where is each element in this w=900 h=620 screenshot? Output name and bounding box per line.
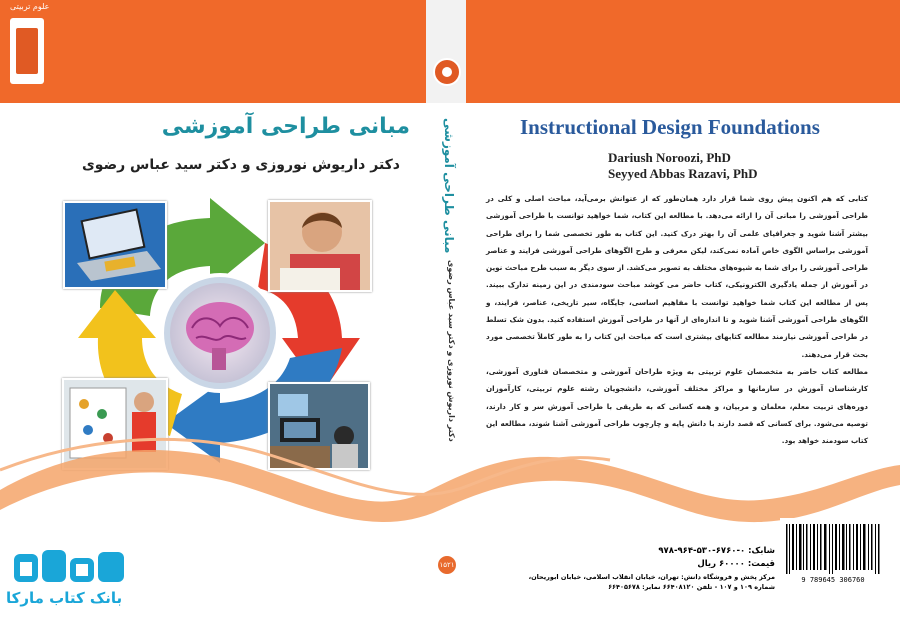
distributor-address-2: شماره ۱۰۹ و ۱۰۷ - تلفن ۶۶۴۰۸۱۲۰ نمابر: ۶۶۴۰۵۶۷۸: [608, 583, 775, 591]
isbn: شابک: ۰-۶۷۶۰-۵۳۰-۹۶۴-۹۷۸: [658, 546, 775, 556]
orange-wave-decoration: [0, 430, 900, 540]
watermark-text: بانک کتاب مارکا: [6, 589, 123, 607]
english-author-1: Dariush Noroozi, PhD: [608, 150, 731, 165]
persian-title: مبانی طراحی آموزشی: [161, 114, 410, 139]
child-writing-photo: [268, 200, 372, 292]
barcode-number: 9 789645 306760: [801, 576, 865, 584]
laptop-photo: [63, 201, 167, 289]
series-number-badge: ۱۵۲۱: [438, 556, 456, 574]
back-cover-description: [486, 190, 868, 449]
spine-top-band: [426, 0, 466, 103]
publisher-seal-icon: [433, 58, 461, 86]
english-author-2: Seyyed Abbas Razavi, PhD: [608, 166, 758, 181]
publisher-badge: علوم تربیتی: [10, 2, 50, 11]
persian-authors: دکتر داریوش نوروزی و دکتر سید عباس رضوی: [81, 157, 400, 173]
barcode: [780, 518, 886, 590]
marka-logo-icon: [14, 548, 126, 584]
description-paragraph-2: مطالعه کتاب حاضر به متخصصان علوم تربیتی به ویژه طراحان آموزشی و متخصصان فناوری آموزشی، کارشناسان آموزش در سازمانها و مراکز مختلف آموزشی، دانشجویان رشته علوم تربیتی، کارآموزان دوره‌های تربیت معلم، معلمان و مربیان، و همه کسانی که به طریقی با طراحی آموزش سر و کار دارند، توصیه می‌شود. برای کسانی که قصد دارند با دانش پایه و چارچوب طراحی آموزشی آشنا شوند، مطالعه این کتاب سودمند خواهد بود.: [486, 366, 868, 446]
brain-icon: [186, 302, 254, 354]
barcode-icon: [784, 524, 882, 574]
distributor-address-1: مرکز پخش و فروشگاه دانش: تهران، خیابان انقلاب اسلامی، خیابان ابوریحان،: [528, 573, 775, 581]
spine-title: مبانی طراحی آموزشی: [442, 118, 456, 254]
description-paragraph-1: کتابی که هم اکنون پیش روی شما قرار دارد همان‌طور که از عنوانش برمی‌آید، مباحث اصلی و کلی در طراحی آموزشی را مبانی آن را ارائه می‌دهد. با مطالعه این کتاب، شما خواهید توانست با طراحی آموزشی بیشتر آشنا شوید و جغرافیای علمی آن را بهتر درک کنید. این کتاب به طور تخصصی شما را برای طراحی آموزشی براساس الگوی خاص آماده نمی‌کند، لیکن معرفی و طرح الگوهای طراحی آموزشی فرایند و عناصر طراحی آموزشی را برای شما به شیوه‌های مختلف به تصویر می‌کشد. از سوی دیگر به سبب طرح مباحث نوین در آموزش از جمله یادگیری الکترونیکی، کتاب حاضر می کوشد مباحث سودمندی در این زمینه تدارک ببیند. پس از مطالعه این کتاب شما خواهید توانست با مفاهیم اساسی، جایگاه، سیر تاریخی، عناصر، فرایند، و الگوهای طراحی آموزشی آشنا شوید و تا اندازه‌ای از آنها در طراحی آموزش استفاده کنید. بدون شک تسلط در طراحی آموزشی نیازمند مطالعه کتابهای بیشتری است که مباحث این کتاب را به طور کاملاً تخصصی مورد بحث قرار می‌دهند.: [486, 194, 868, 359]
price: قیمت: ۶۰۰۰۰ ریال: [697, 559, 775, 569]
publisher-logo-icon: [10, 18, 44, 84]
english-title: Instructional Design Foundations: [520, 115, 820, 139]
spine-authors: دکتر داریوش نوروزی و دکتر سید عباس رضوی: [447, 260, 456, 442]
